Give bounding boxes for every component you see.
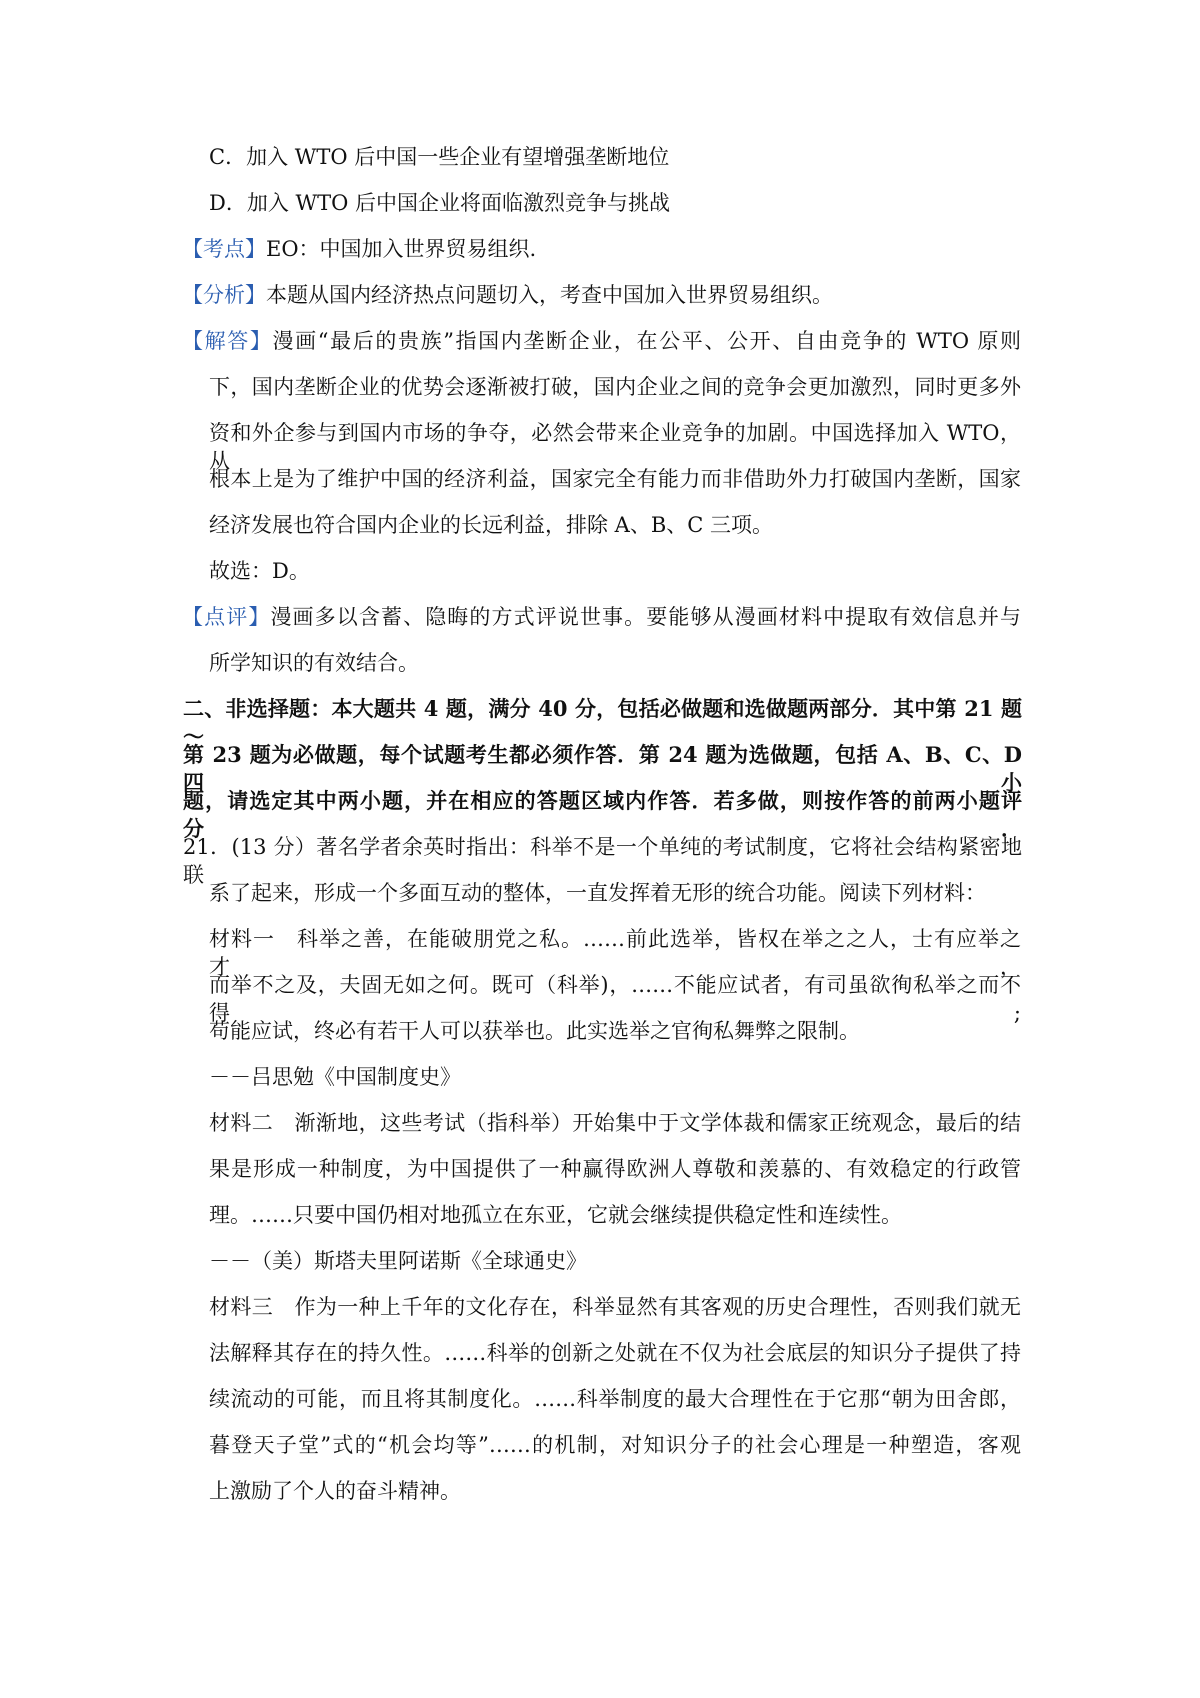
section2-heading-line: 二、非选择题：本大题共 4 题，满分 40 分，包括必做题和选做题两部分．其中第 21 题～ <box>183 696 1022 749</box>
kaodian-row <box>182 235 536 263</box>
dianping-tag: 【点评】 <box>182 605 271 629</box>
material1-line: 材料一 科举之善，在能破朋党之私。……前此选举，皆权在举之之人，士有应举之才， <box>209 927 1021 979</box>
section2-heading-line: 第 23 题为必做题，每个试题考生都必须作答．第 24 题为选做题，包括 A、B、C、D 四小 <box>183 742 1022 795</box>
q21-first-line: 21．(13 分）著名学者余英时指出：科举不是一个单纯的考试制度，它将社会结构紧密地联 <box>183 835 1022 887</box>
jieda-line: 资和外企参与到国内市场的争夺，必然会带来企业竞争的加剧。中国选择加入 WTO，从 <box>209 421 1021 473</box>
kaodian-tag: 【考点】 <box>182 237 266 261</box>
jieda-first-line: 漫画“最后的贵族”指国内垄断企业，在公平、公开、自由竞争的 WTO 原则 <box>272 329 1021 353</box>
material1-source: －－吕思勉《中国制度史》 <box>209 1065 461 1089</box>
jieda-tag: 【解答】 <box>182 329 273 353</box>
material2-line: 果是形成一种制度，为中国提供了一种赢得欧洲人尊敬和羡慕的、有效稳定的行政管 <box>209 1157 1021 1181</box>
material2-source: －－（美）斯塔夫里阿诺斯《全球通史》 <box>209 1249 587 1273</box>
dianping-row <box>182 603 1021 631</box>
material2-line: 材料二 渐渐地，这些考试（指科举）开始集中于文学体裁和儒家正统观念，最后的结 <box>209 1111 1021 1135</box>
jieda-line: 下，国内垄断企业的优势会逐渐被打破，国内企业之间的竞争会更加激烈，同时更多外 <box>209 375 1021 399</box>
dianping-first-line: 漫画多以含蓄、隐晦的方式评说世事。要能够从漫画材料中提取有效信息并与 <box>270 605 1022 629</box>
section2-heading-line: 题，请选定其中两小题，并在相应的答题区域内作答．若多做，则按作答的前两小题评分． <box>183 788 1022 841</box>
material3-line: 材料三 作为一种上千年的文化存在，科举显然有其客观的历史合理性，否则我们就无 <box>209 1295 1021 1319</box>
material1-line: 而举不之及，夫固无如之何。既可（科举)，……不能应试者，有司虽欲徇私举之而不得; <box>209 973 1021 1025</box>
dianping-second-line: 所学知识的有效结合。 <box>209 651 419 675</box>
material3-line: 续流动的可能，而且将其制度化。……科举制度的最大合理性在于它那“朝为田舍郎， <box>209 1387 1021 1411</box>
jieda-row <box>182 327 1021 355</box>
jieda-line: 经济发展也符合国内企业的长远利益，排除 A、B、C 三项。 <box>209 513 774 537</box>
fenxi-tag: 【分析】 <box>182 283 266 307</box>
material3-line: 法解释其存在的持久性。……科举的创新之处就在不仅为社会底层的知识分子提供了持 <box>209 1341 1021 1365</box>
answer-line: 故选：D。 <box>209 559 310 583</box>
material1-line: 苟能应试，终必有若干人可以获举也。此实选举之官徇私舞弊之限制。 <box>209 1019 860 1043</box>
jieda-line: 根本上是为了维护中国的经济利益，国家完全有能力而非借助外力打破国内垄断，国家 <box>209 467 1021 491</box>
fenxi-row <box>182 281 833 309</box>
material3-line: 上激励了个人的奋斗精神。 <box>209 1479 461 1503</box>
option-d: D．加入 WTO 后中国企业将面临激烈竞争与挑战 <box>209 191 670 215</box>
material2-line: 理。……只要中国仍相对地孤立在东亚，它就会继续提供稳定性和连续性。 <box>209 1203 902 1227</box>
kaodian-text: EO：中国加入世界贸易组织. <box>266 237 537 261</box>
fenxi-text: 本题从国内经济热点问题切入，考查中国加入世界贸易组织。 <box>266 283 833 307</box>
q21-second-line: 系了起来，形成一个多面互动的整体，一直发挥着无形的统合功能。阅读下列材料： <box>209 881 986 905</box>
material3-line: 暮登天子堂”式的“机会均等”……的机制，对知识分子的社会心理是一种塑造，客观 <box>209 1433 1021 1457</box>
option-c: C．加入 WTO 后中国一些企业有望增强垄断地位 <box>209 145 670 169</box>
